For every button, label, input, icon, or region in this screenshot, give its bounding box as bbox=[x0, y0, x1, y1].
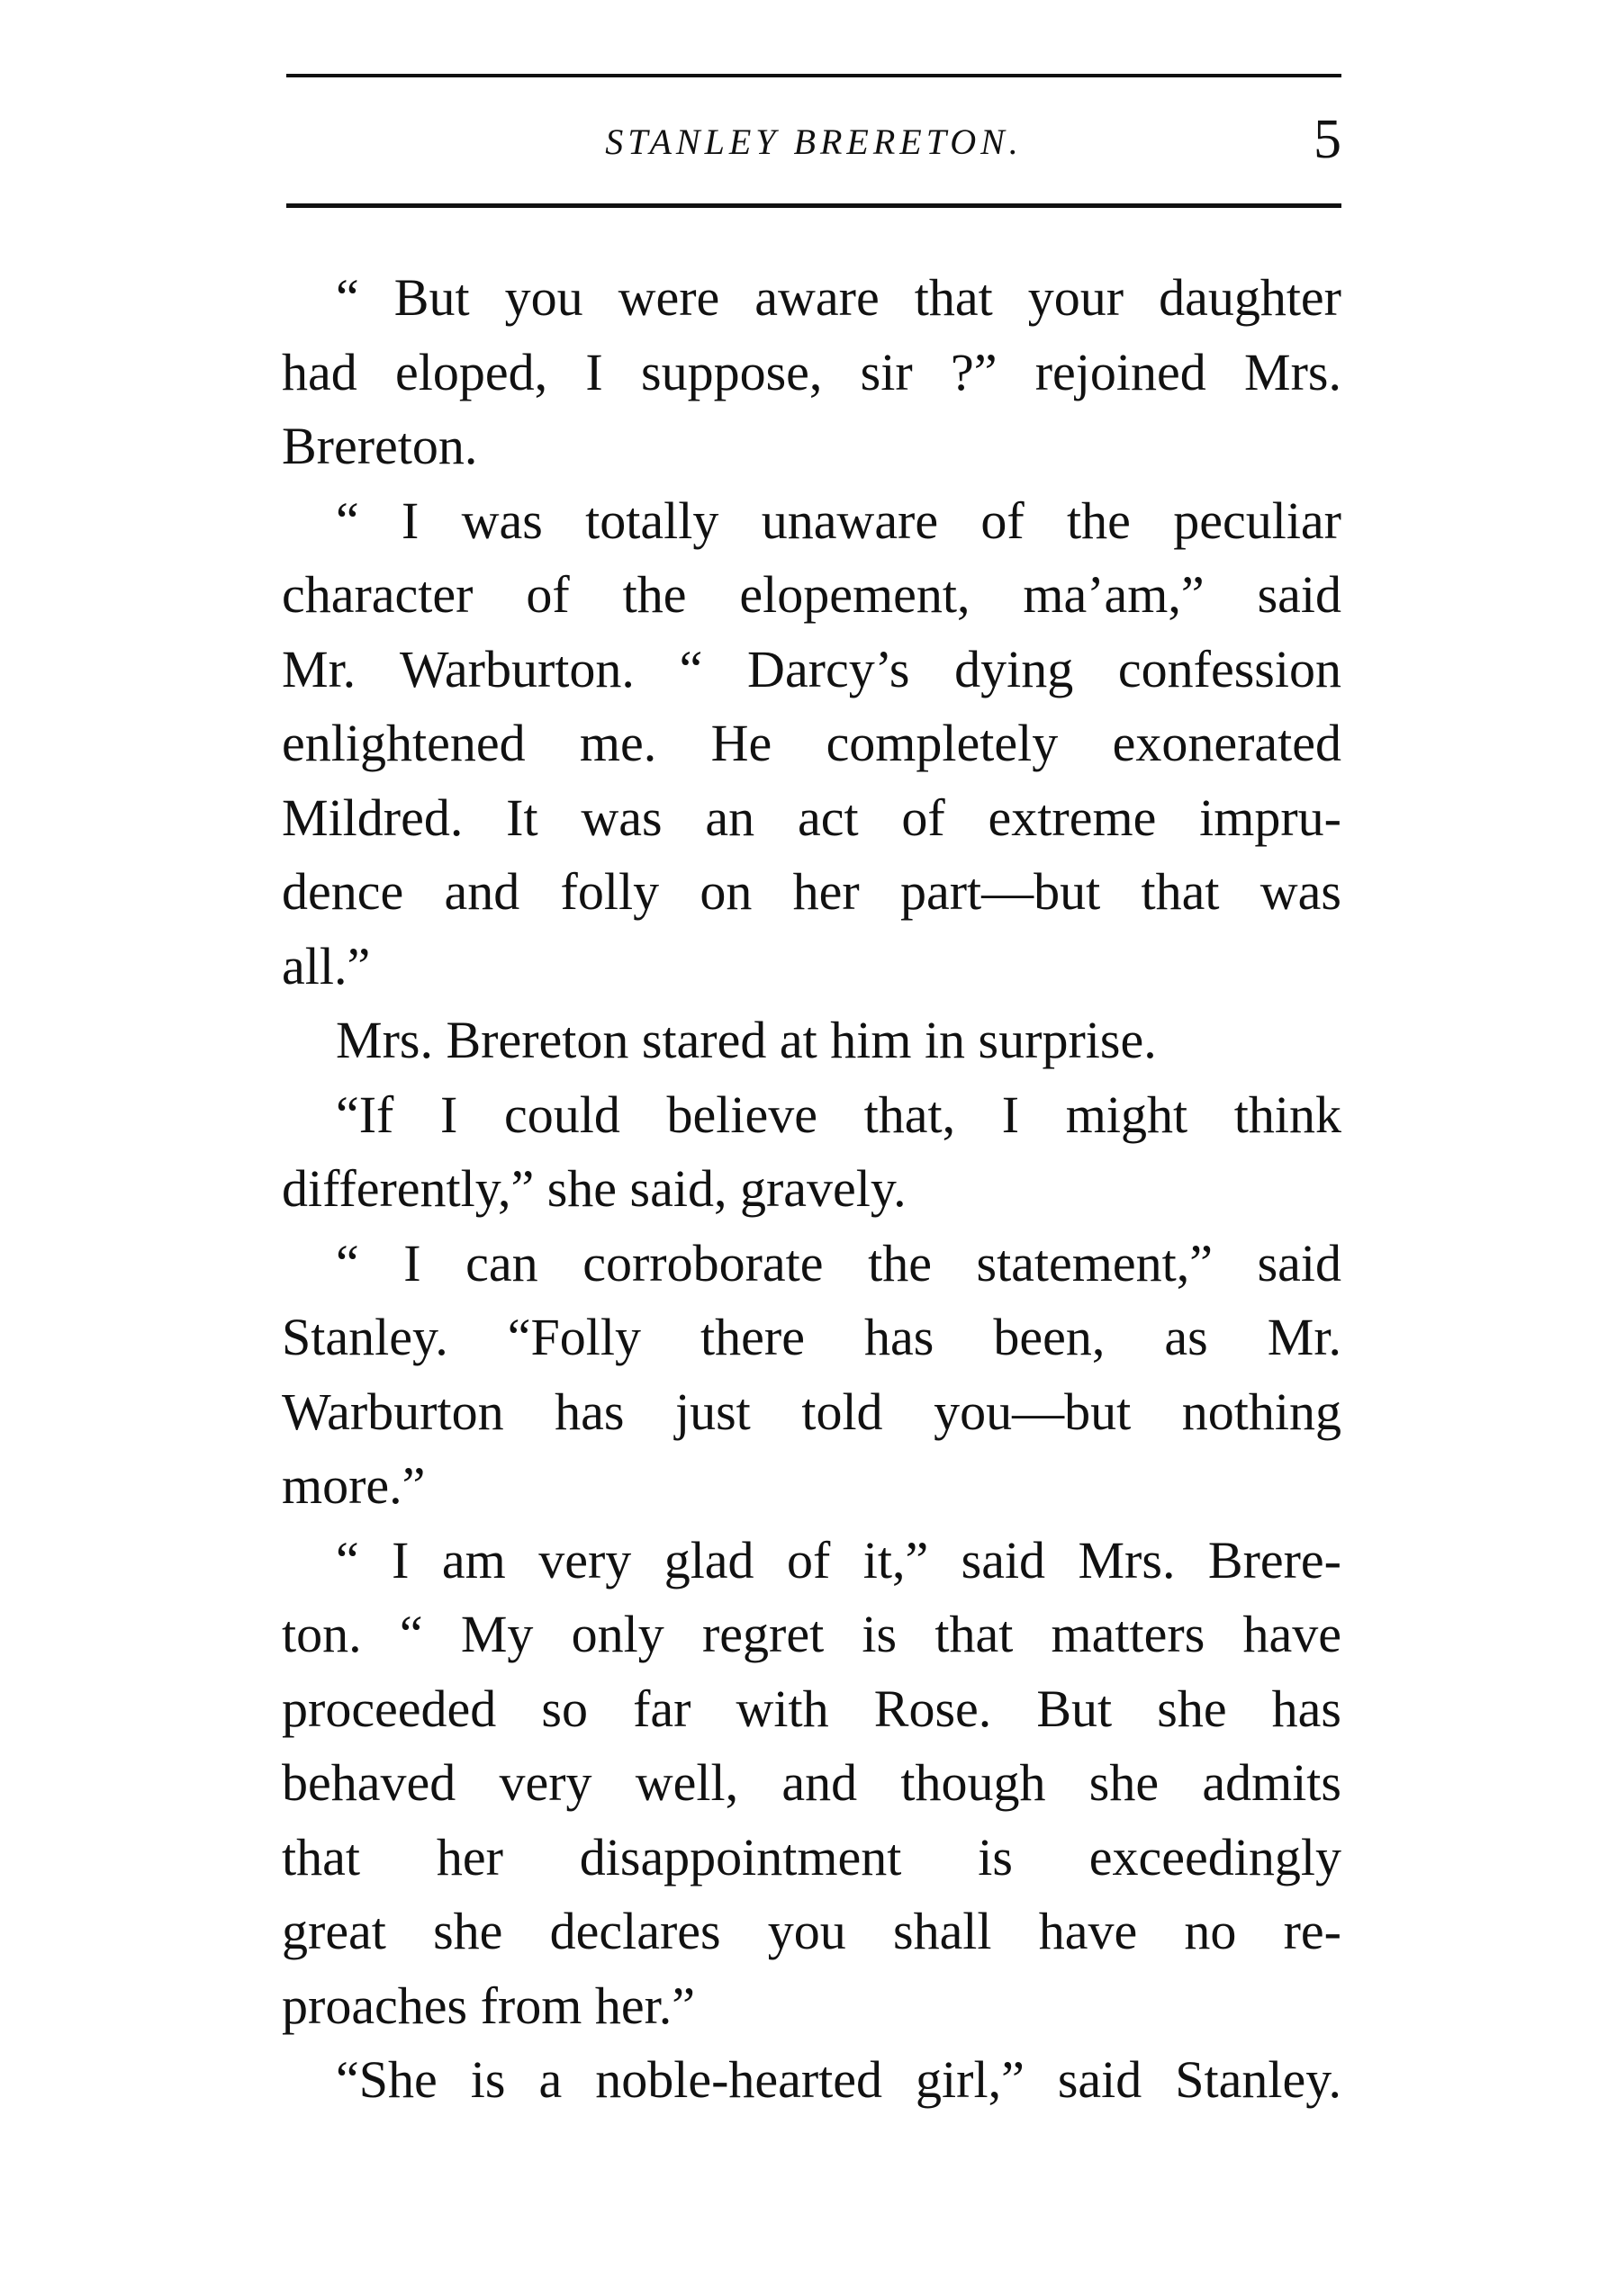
running-head bbox=[286, 108, 1341, 180]
body-text bbox=[282, 261, 1341, 2118]
text-line: that her disappointment is exceedingly bbox=[282, 1827, 1341, 1886]
text-line: dence and folly on her part—but that was bbox=[282, 862, 1341, 921]
text-line: had eloped, I suppose, sir ?” rejoined Mrs. bbox=[282, 342, 1341, 401]
text-line: “She is a noble-hearted girl,” said Stanley. bbox=[336, 2050, 1341, 2109]
text-line: proaches from her.” bbox=[282, 1976, 695, 2035]
text-line: great she declares you shall have no re- bbox=[282, 1902, 1341, 1960]
text-line: differently,” she said, gravely. bbox=[282, 1159, 907, 1218]
text-line: all.” bbox=[282, 936, 371, 995]
text-line: Mildred. It was an act of extreme impru- bbox=[282, 788, 1341, 847]
header-rule-bottom bbox=[286, 203, 1341, 208]
running-title: STANLEY BRERETON. bbox=[605, 122, 1023, 162]
text-line: “ I can corroborate the statement,” said bbox=[336, 1233, 1341, 1292]
text-line: proceeded so far with Rose. But she has bbox=[282, 1679, 1341, 1738]
text-line: Brereton. bbox=[282, 417, 478, 475]
text-line: Mr. Warburton. “ Darcy’s dying confession bbox=[282, 639, 1341, 698]
header-rule-top bbox=[286, 74, 1341, 77]
text-line: Mrs. Brereton stared at him in surprise. bbox=[336, 1011, 1157, 1069]
text-line: “ I am very glad of it,” said Mrs. Brere- bbox=[336, 1530, 1341, 1589]
text-line: ton. “ My only regret is that matters have bbox=[282, 1605, 1341, 1663]
text-line: behaved very well, and though she admits bbox=[282, 1753, 1341, 1812]
page-number: 5 bbox=[1314, 109, 1341, 170]
text-line: Stanley. “Folly there has been, as Mr. bbox=[282, 1308, 1341, 1366]
text-line: “ But you were aware that your daughter bbox=[336, 268, 1341, 327]
text-line: more.” bbox=[282, 1456, 426, 1515]
text-line: “If I could believe that, I might think bbox=[336, 1085, 1341, 1144]
text-line: “ I was totally unaware of the peculiar bbox=[336, 491, 1341, 550]
text-line: Warburton has just told you—but nothing bbox=[282, 1382, 1341, 1441]
text-line: enlightened me. He completely exonerated bbox=[282, 714, 1341, 772]
text-line: character of the elopement, ma’am,” said bbox=[282, 565, 1341, 624]
